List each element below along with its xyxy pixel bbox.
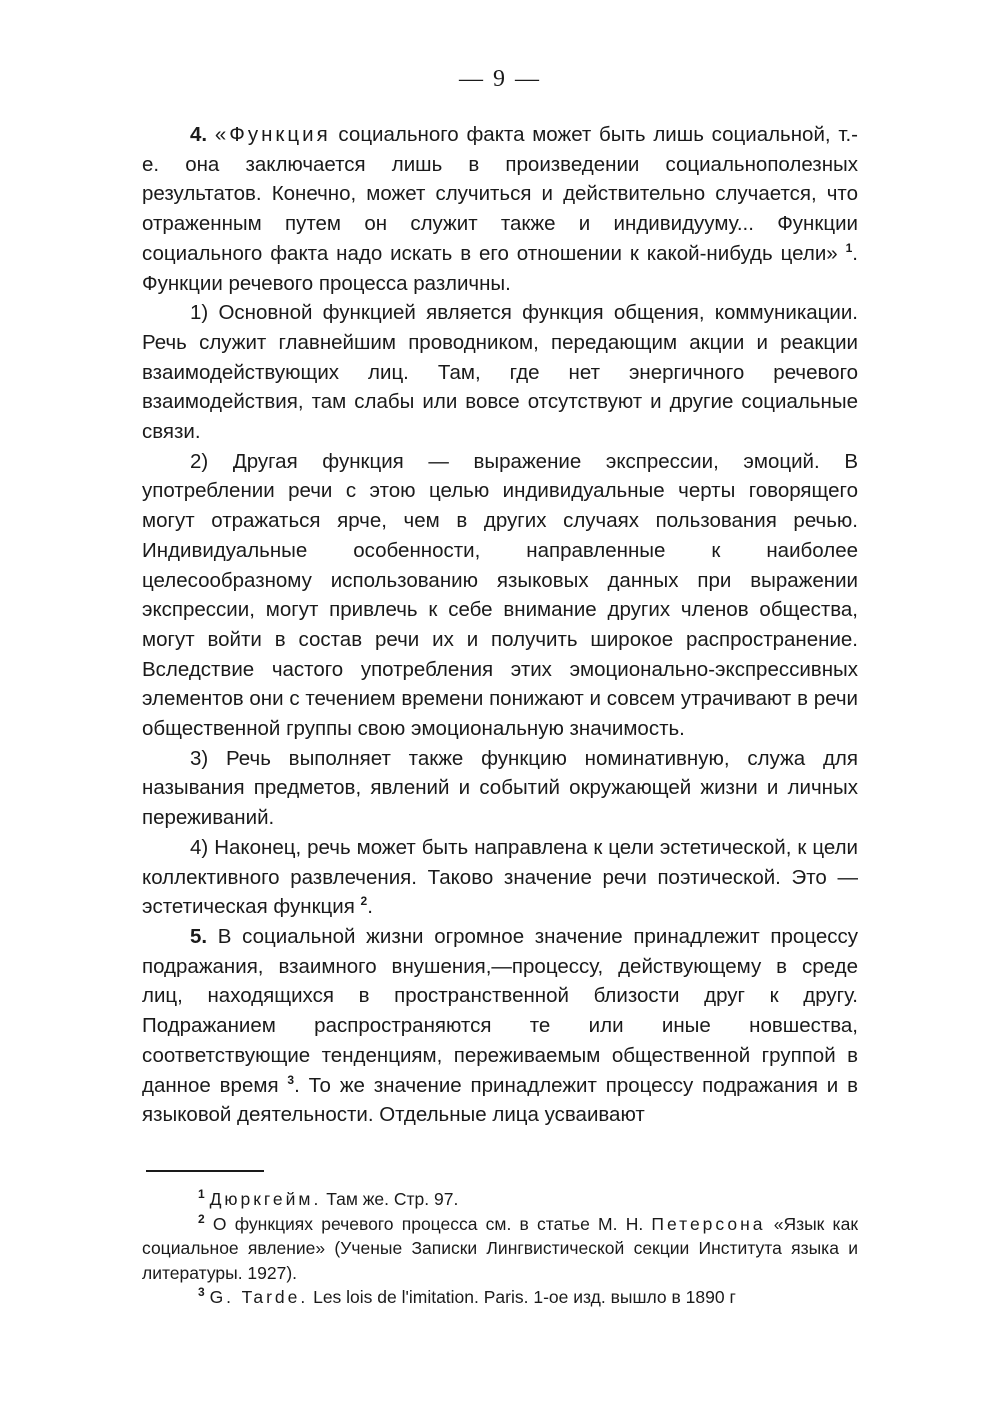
footnote-text-tail: «Язык как социальное явление» (Ученые Записки Лингвистической секции Института языка и литературы. 1927).	[142, 1213, 858, 1283]
footnotes	[142, 1187, 858, 1310]
body-text	[142, 120, 858, 1130]
section-number: 4.	[190, 123, 208, 146]
footnote-mark: 3	[198, 1285, 205, 1300]
footnote-mark: 2	[198, 1211, 205, 1226]
footnote-1	[142, 1187, 858, 1212]
paragraph-function-aesthetic	[142, 833, 858, 922]
paragraph-function-expression: 2) Другая функция — выражение экспрессии, эмоций. В употреблении речи с этою целью индивидуальные черты говорящего могут отражаться ярче, чем в других случаях пользования речью. Индивидуальные особенности, направленные к наиболее целесообразному использованию языковых данных при выражении экспрессии, могут привлечь к себе внимание других членов общества, могут войти в состав речи их и получить широкое распространение. Вследствие частого употребления этих эмоционально-экспрессивных элементов они с течением времени понижают и совсем утрачивают в речи общественной группы свою эмоциональную значимость.	[142, 449, 858, 741]
paragraph-text: В социальной жизни огромное значение принадлежит процессу подражания, взаимного внушения,—процессу, действующему в среде лиц, находящихся в пространственной близости друг к другу. Подражанием распространяются те или иные новшества, соответствующие тенденциям, переживаемым общественной группой в данное время	[142, 924, 858, 1097]
paragraph-text-tail: . Функции речевого процесса различны.	[142, 241, 858, 295]
footnote-author: Петерсона	[651, 1213, 766, 1234]
footnote-ref: 2	[360, 894, 368, 909]
page-number: — 9 —	[459, 66, 541, 92]
footnote-2	[142, 1212, 858, 1286]
paragraph-function-communication: 1) Основной функцией является функция общения, коммуникации. Речь служит главнейшим проводником, передающим акции и реакции взаимодействующих лиц. Там, где нет энергичного речевого взаимодействия, там слабы или вовсе отсутствуют и другие социальные связи.	[142, 301, 858, 444]
paragraph-text: социального факта может быть лишь социальной, т.-е. она заключается лишь в произведении социальнополезных результатов. Конечно, может случиться и действительно случается, что отраженным путем он служит также и индивидууму... Функции социального факта надо искать в его отношении к какой-нибудь цели»	[142, 123, 858, 265]
footnote-mark: 1	[198, 1187, 205, 1202]
section-number: 5.	[190, 924, 208, 948]
footnote-ref: 3	[287, 1072, 295, 1087]
footnote-ref: 1	[845, 240, 853, 255]
footnote-author: G. Tarde.	[209, 1287, 309, 1307]
paragraph-text-tail: .	[367, 895, 373, 919]
paragraph-text-tail: . То же значение принадлежит процессу подражания и в языковой деятельности. Отдельные лица усваивают	[142, 1073, 858, 1127]
paragraph-section-4	[142, 120, 858, 298]
paragraph-section-5	[142, 922, 858, 1130]
footnote-text: Там же. Стр. 97.	[321, 1189, 459, 1209]
footnote-3	[142, 1285, 858, 1310]
footnote-text: Les lois de l'imitation. Paris. 1-ое изд. вышло в 1890 г	[308, 1287, 736, 1307]
footnote-author: Дюркгейм.	[209, 1189, 322, 1209]
footnote-divider	[146, 1170, 264, 1172]
paragraph-function-nominative: 3) Речь выполняет также функцию номинативную, служа для называния предметов, явлений и событий окружающей жизни и личных переживаний.	[142, 746, 858, 830]
paragraph-text: 4) Наконец, речь может быть направлена к цели эстетической, к цели коллективного развлечения. Таково значение речи поэтической. Это — эстетическая функция	[142, 835, 858, 919]
emphasized-word: «Функция	[214, 123, 331, 146]
footnote-text: О функциях речевого процесса см. в статье М. Н.	[204, 1213, 652, 1234]
